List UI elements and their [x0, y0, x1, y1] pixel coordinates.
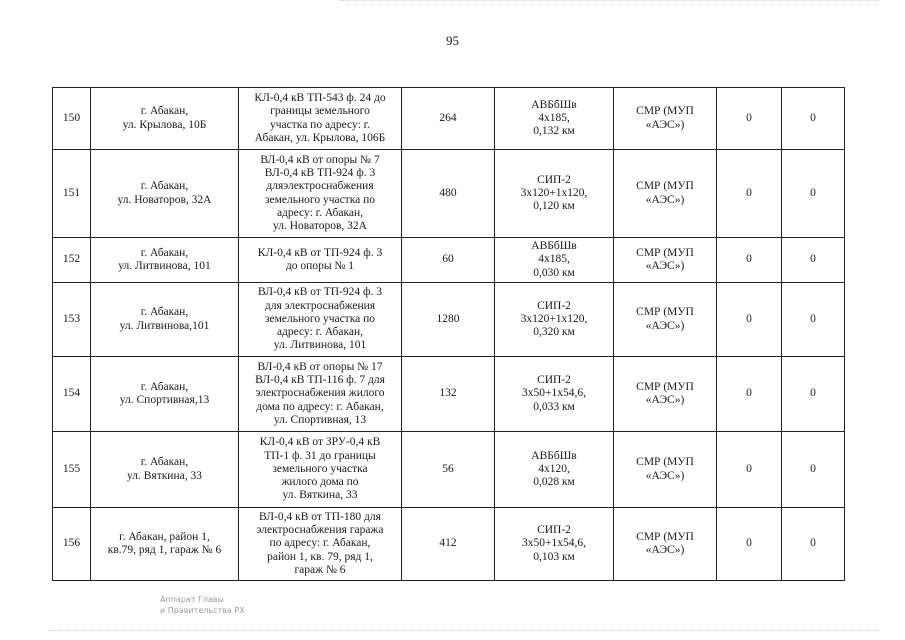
line-description: КЛ-0,4 кВ от ЗРУ-0,4 кВ ТП-1 ф. 31 до границы земельного участка жилого дома по ул. Вяткина, 33 — [239, 432, 402, 508]
cable-spec: СИП-2 3х120+1х120, 0,120 км — [495, 150, 614, 238]
object-address: г. Абакан, район 1, кв.79, ряд 1, гараж № 6 — [91, 508, 239, 581]
row-number: 156 — [53, 508, 91, 581]
registration-stamp — [160, 594, 245, 616]
object-address: г. Абакан, ул. Вяткина, 33 — [91, 432, 239, 508]
line-description: КЛ-0,4 кВ от ТП-924 ф. 3 до опоры № 1 — [239, 238, 402, 283]
cable-spec: СИП-2 3х120+1х120, 0,320 км — [495, 283, 614, 357]
value-2: 0 — [782, 238, 845, 283]
value-2: 0 — [782, 508, 845, 581]
page-number: 95 — [446, 33, 459, 48]
executor: СМР (МУП «АЭС») — [614, 508, 717, 581]
object-address: г. Абакан, ул. Литвинова,101 — [91, 283, 239, 357]
stamp-line-1: Аппарат Главы — [160, 595, 224, 604]
value-2: 0 — [782, 432, 845, 508]
line-description: ВЛ-0,4 кВ от ТП-180 для электроснабжения гаража по адресу: г. Абакан, район 1, кв. 79, ряд 1, гараж № 6 — [239, 508, 402, 581]
value-1: 0 — [717, 88, 782, 150]
table-row — [53, 150, 845, 238]
executor: СМР (МУП «АЭС») — [614, 357, 717, 432]
line-length: 1280 — [402, 283, 495, 357]
cable-spec: АВБбШв 4х185, 0,030 км — [495, 238, 614, 283]
value-2: 0 — [782, 357, 845, 432]
value-1: 0 — [717, 150, 782, 238]
row-number: 152 — [53, 238, 91, 283]
table-row — [53, 357, 845, 432]
value-2: 0 — [782, 283, 845, 357]
row-number: 151 — [53, 150, 91, 238]
line-length: 60 — [402, 238, 495, 283]
line-length: 132 — [402, 357, 495, 432]
line-description: ВЛ-0,4 кВ от опоры № 17 ВЛ-0,4 кВ ТП-116 ф. 7 для электроснабжения жилого дома по адресу: г. Абакан, ул. Спортивная, 13 — [239, 357, 402, 432]
row-number: 150 — [53, 88, 91, 150]
value-1: 0 — [717, 238, 782, 283]
table-row — [53, 432, 845, 508]
object-address: г. Абакан, ул. Крылова, 10Б — [91, 88, 239, 150]
table-row — [53, 88, 845, 150]
cable-spec: АВБбШв 4х120, 0,028 км — [495, 432, 614, 508]
line-length: 264 — [402, 88, 495, 150]
object-address: г. Абакан, ул. Новаторов, 32А — [91, 150, 239, 238]
row-number: 154 — [53, 357, 91, 432]
stamp-line-2: и Правительства РХ — [160, 606, 245, 615]
table-row — [53, 238, 845, 283]
scan-edge-top — [340, 0, 880, 5]
line-length: 56 — [402, 432, 495, 508]
value-2: 0 — [782, 150, 845, 238]
executor: СМР (МУП «АЭС») — [614, 88, 717, 150]
cable-spec: СИП-2 3х50+1х54,6, 0,103 км — [495, 508, 614, 581]
value-1: 0 — [717, 283, 782, 357]
executor: СМР (МУП «АЭС») — [614, 150, 717, 238]
line-length: 412 — [402, 508, 495, 581]
value-1: 0 — [717, 432, 782, 508]
table-row — [53, 508, 845, 581]
cable-spec: АВБбШв 4х185, 0,132 км — [495, 88, 614, 150]
object-address: г. Абакан, ул. Литвинова, 101 — [91, 238, 239, 283]
line-description: КЛ-0,4 кВ ТП-543 ф. 24 до границы земельного участка по адресу: г. Абакан, ул. Крылова, 106Б — [239, 88, 402, 150]
executor: СМР (МУП «АЭС») — [614, 238, 717, 283]
row-number: 155 — [53, 432, 91, 508]
value-1: 0 — [717, 508, 782, 581]
table-body — [53, 88, 845, 581]
table-row — [53, 283, 845, 357]
row-number: 153 — [53, 283, 91, 357]
executor: СМР (МУП «АЭС») — [614, 283, 717, 357]
value-1: 0 — [717, 357, 782, 432]
executor: СМР (МУП «АЭС») — [614, 432, 717, 508]
scan-edge-bottom — [50, 630, 880, 635]
line-description: ВЛ-0,4 кВ от опоры № 7 ВЛ-0,4 кВ ТП-924 ф. 3 дляэлектроснабжения земельного участка по адресу: г. Абакан, ул. Новаторов, 32А — [239, 150, 402, 238]
cable-spec: СИП-2 3х50+1х54,6, 0,033 км — [495, 357, 614, 432]
value-2: 0 — [782, 88, 845, 150]
tariff-table — [52, 87, 845, 581]
object-address: г. Абакан, ул. Спортивная,13 — [91, 357, 239, 432]
line-description: ВЛ-0,4 кВ от ТП-924 ф. 3 для электроснабжения земельного участка по адресу: г. Абакан, ул. Литвинова, 101 — [239, 283, 402, 357]
line-length: 480 — [402, 150, 495, 238]
